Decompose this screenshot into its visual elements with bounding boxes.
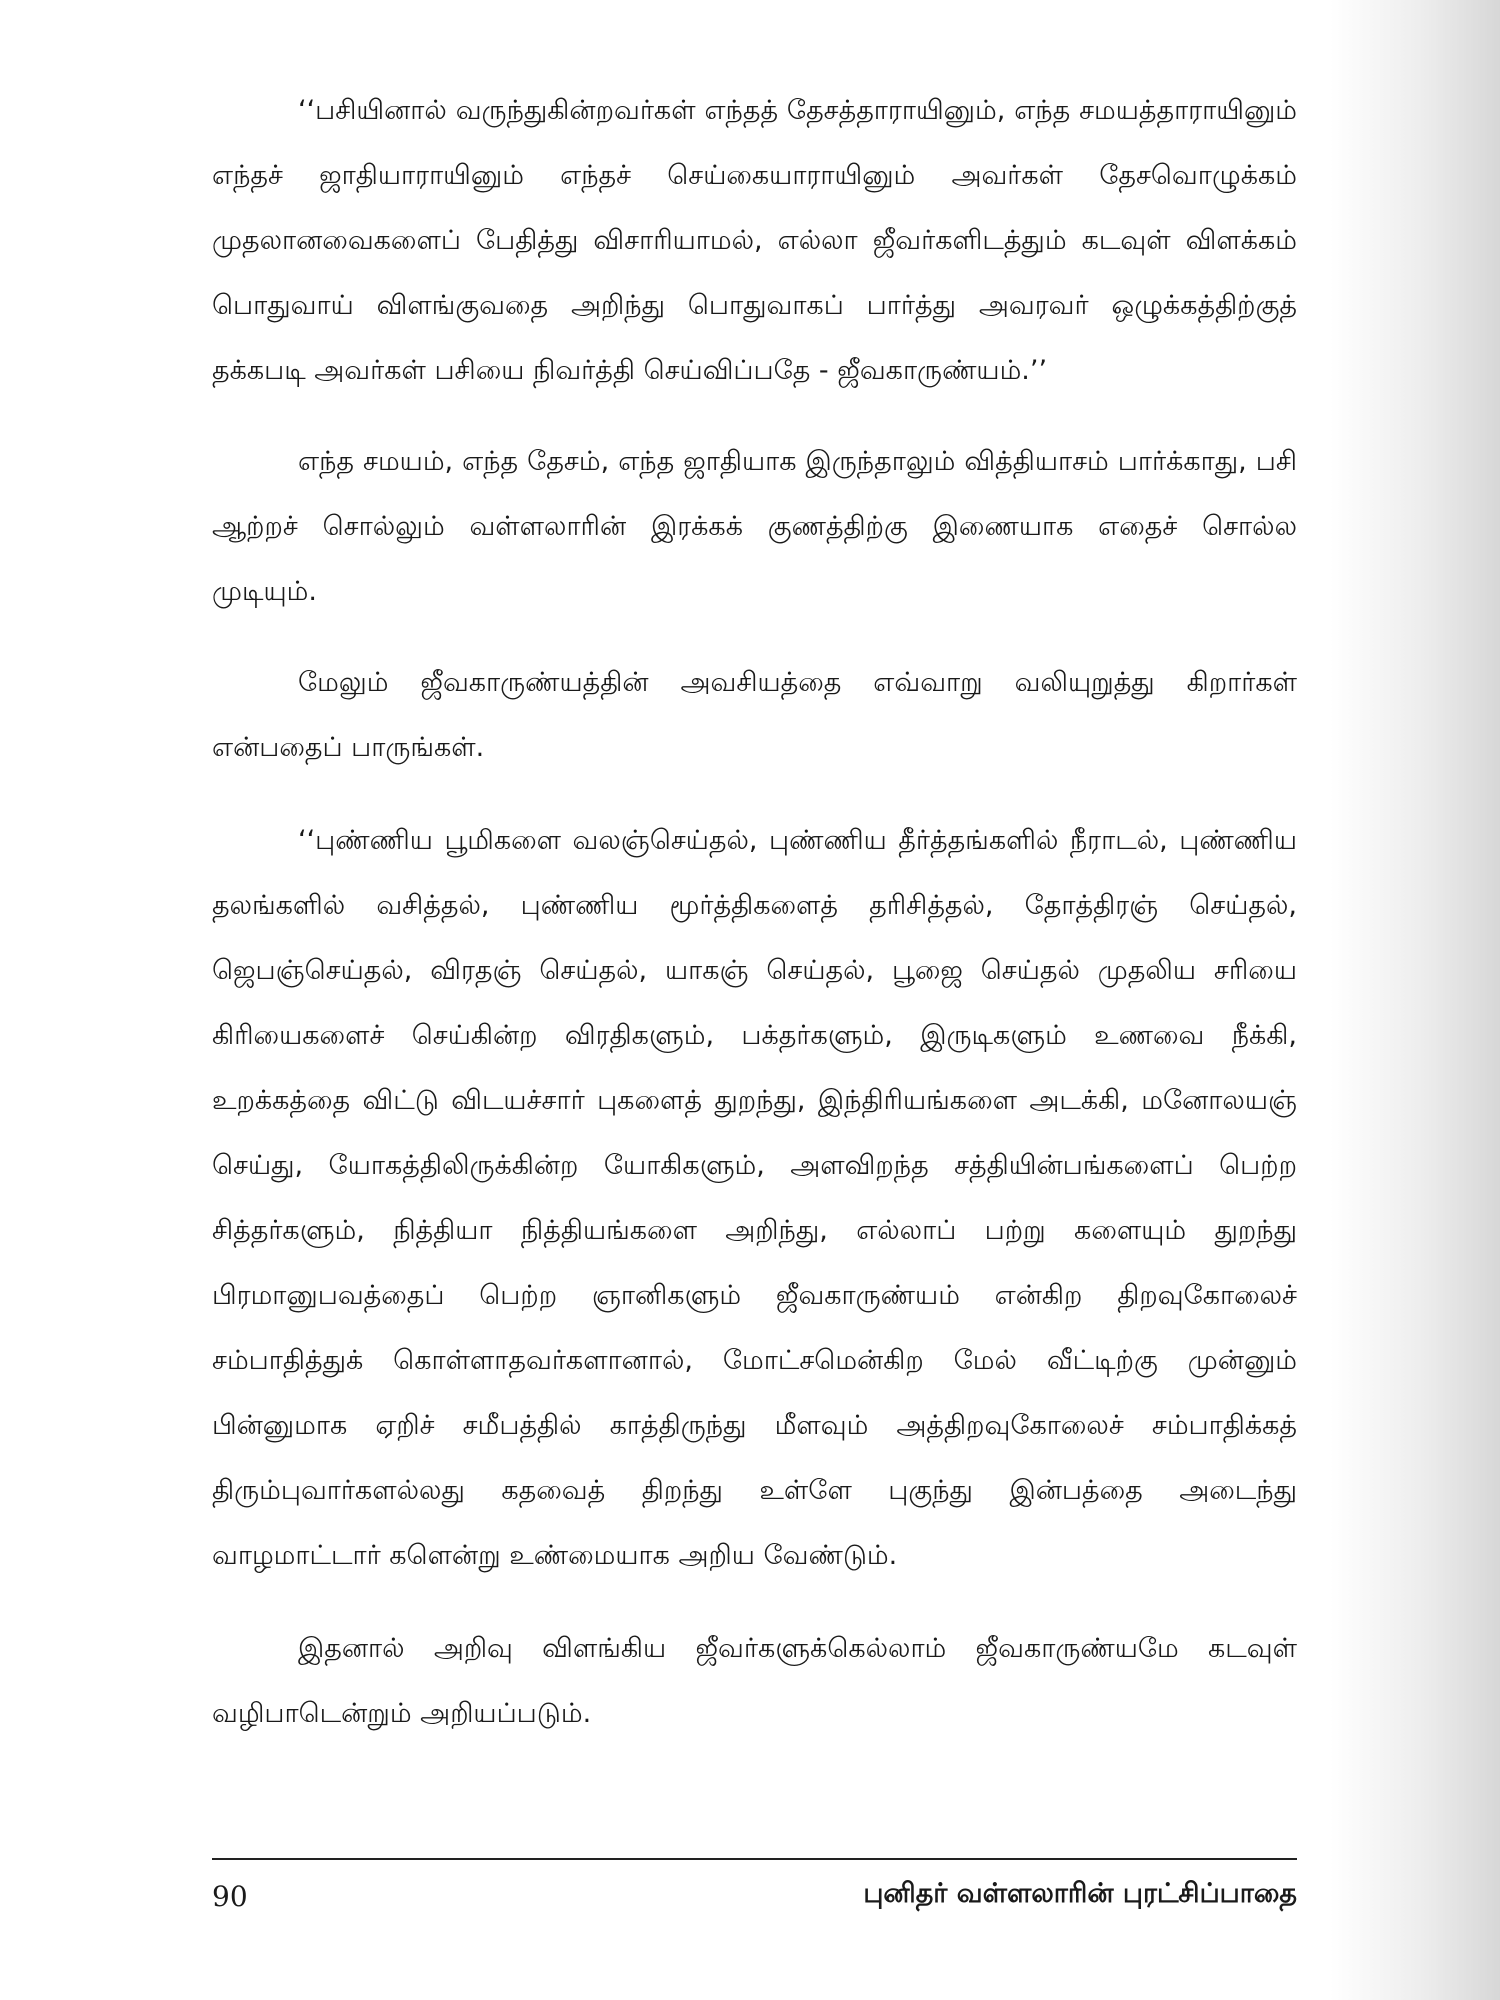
footer-divider: [212, 1858, 1297, 1860]
page-number: 90: [212, 1880, 248, 1913]
quote-paragraph-jeevakarunyam-definition: ‘‘பசியினால் வருந்துகின்றவர்கள் எந்தத் தேசத்தாராயினும், எந்த சமயத்தாராயினும் எந்தச் ஜாதியாராயினும் எந்தச் செய்கையாராயினும் அவர்கள் தேசவொழுக்கம் முதலானவைகளைப் பேதித்து விசாரியாமல், எல்லா ஜீவர்களிடத்தும் கடவுள் விளக்கம் பொதுவாய் விளங்குவதை அறிந்து பொதுவாகப் பார்த்து அவரவர் ஒழுக்கத்திற்குத் தக்கபடி அவர்கள் பசியை நிவர்த்தி செய்விப்பதே - ஜீவகாருண்யம்.’’: [212, 95, 1297, 386]
quote-paragraph-key-to-liberation: ‘‘புண்ணிய பூமிகளை வலஞ்செய்தல், புண்ணிய தீர்த்தங்களில் நீராடல், புண்ணிய தலங்களில் வசித்தல், புண்ணிய மூர்த்திகளைத் தரிசித்தல், தோத்திரஞ் செய்தல், ஜெபஞ்செய்தல், விரதஞ் செய்தல், யாகஞ் செய்தல், பூஜை செய்தல் முதலிய சரியை கிரியைகளைச் செய்கின்ற விரதிகளும், பக்தர்களும், இருடிகளும் உணவை நீக்கி, உறக்கத்தை விட்டு விடயச்சார் புகளைத் துறந்து, இந்திரியங்களை அடக்கி, மனோலயஞ் செய்து, யோகத்திலிருக்கின்ற யோகிகளும், அளவிறந்த சத்தியின்பங்களைப் பெற்ற சித்தர்களும், நித்தியா நித்தியங்களை அறிந்து, எல்லாப் பற்று களையும் துறந்து பிரமானுபவத்தைப் பெற்ற ஞானிகளும் ஜீவகாருண்யம் என்கிற திறவுகோலைச் சம்பாதித்துக் கொள்ளாதவர்களானால், மோட்சமென்கிற மேல் வீட்டிற்கு முன்னும் பின்னுமாக ஏறிச் சமீபத்தில் காத்திருந்து மீளவும் அத்திறவுகோலைச் சம்பாதிக்கத் திரும்புவார்களல்லது கதவைத் திறந்து உள்ளே புகுந்து இன்பத்தை அடைந்து வாழமாட்டார் களென்று உண்மையாக அறிய வேண்டும்.: [212, 825, 1297, 1571]
scan-shadow: [1330, 0, 1500, 2000]
running-footer-book-title: புனிதர் வள்ளலாரின் புரட்சிப்பாதை: [863, 1878, 1297, 1909]
paragraph-compassion: எந்த சமயம், எந்த தேசம், எந்த ஜாதியாக இருந்தாலும் வித்தியாசம் பார்க்காது, பசி ஆற்றச் சொல்லும் வள்ளலாரின் இரக்கக் குணத்திற்கு இணையாக எதைச் சொல்ல முடியும்.: [212, 446, 1297, 607]
paragraph-conclusion: இதனால் அறிவு விளங்கிய ஜீவர்களுக்கெல்லாம் ஜீவகாருண்யமே கடவுள் வழிபாடென்றும் அறியப்படும்.: [212, 1633, 1297, 1729]
paragraph-emphasis: மேலும் ஜீவகாருண்யத்தின் அவசியத்தை எவ்வாறு வலியுறுத்து கிறார்கள் என்பதைப் பாருங்கள்.: [212, 667, 1297, 763]
page-body: [212, 78, 1297, 1746]
